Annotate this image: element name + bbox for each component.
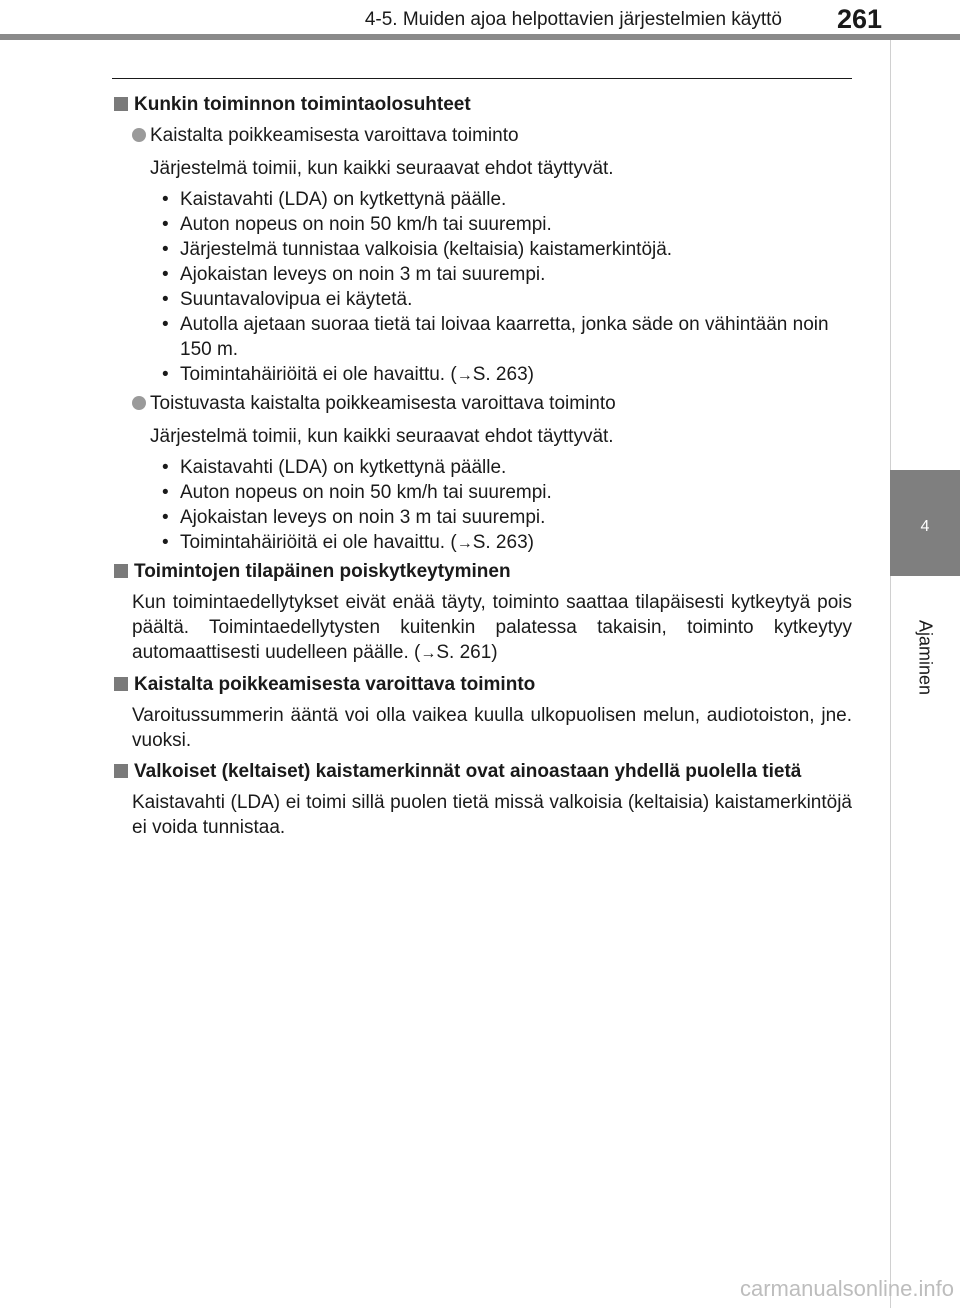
arrow-right-icon: → (456, 535, 473, 552)
section-heading: Kunkin toiminnon toimintaolosuhteet (112, 92, 852, 117)
header-rule (0, 34, 960, 40)
list-item: • Toimintahäiriöitä ei ole havaittu. (→S. 263) (162, 530, 852, 556)
list-item: • Autolla ajetaan suoraa tietä tai loivaa kaarretta, jonka säde on vähintään noin 150 m. (162, 312, 852, 362)
sidebar-rule (890, 40, 891, 1308)
circle-bullet-icon (132, 396, 146, 410)
list-item: • Järjestelmä tunnistaa valkoisia (keltaisia) kaistamerkintöjä. (162, 237, 852, 262)
arrow-right-icon: → (420, 645, 437, 662)
paragraph: Varoitussummerin ääntä voi olla vaikea kuulla ulkopuolisen melun, audiotoiston, jne. vuoksi. (132, 705, 852, 751)
square-bullet-icon (114, 564, 128, 578)
circle-bullet-icon (132, 128, 146, 142)
page-content (112, 78, 852, 840)
subsection-heading: Toistuvasta kaistalta poikkeamisesta varoittava toiminto (112, 391, 852, 416)
arrow-right-icon: → (456, 367, 473, 384)
header-section-title: 4-5. Muiden ajoa helpottavien järjestelmien käyttö (364, 9, 782, 30)
paragraph: Järjestelmä toimii, kun kaikki seuraavat ehdot täyttyvät. (150, 158, 614, 179)
list-item: • Auton nopeus on noin 50 km/h tai suurempi. (162, 212, 852, 237)
paragraph: Kun toimintaedellytykset eivät enää täyty, toiminto saattaa tilapäisesti kytkeytyä pois päältä. Toimintaedellytysten kuitenkin palatessa takaisin, toiminto kytkeytyy automaattisesti uudelleen päälle. (→S. 261) (132, 592, 852, 663)
list-item: • Ajokaistan leveys on noin 3 m tai suurempi. (162, 505, 852, 530)
list-item: • Toimintahäiriöitä ei ole havaittu. (→S. 263) (162, 362, 852, 388)
page-reference-link[interactable]: S. 263) (472, 532, 534, 553)
list-item: • Kaistavahti (LDA) on kytkettynä päälle. (162, 187, 852, 212)
conditions-list (112, 187, 852, 388)
page-reference-link[interactable]: S. 263) (472, 364, 534, 385)
subsection-heading: Kaistalta poikkeamisesta varoittava toiminto (112, 123, 852, 148)
watermark: carmanualsonline.info (739, 1276, 954, 1301)
square-bullet-icon (114, 764, 128, 778)
chapter-number: 4 (920, 518, 930, 535)
section-heading: Valkoiset (keltaiset) kaistamerkinnät ovat ainoastaan yhdellä puolella tietä (112, 759, 852, 784)
paragraph: Järjestelmä toimii, kun kaikki seuraavat ehdot täyttyvät. (150, 426, 614, 447)
list-item: • Suuntavalovipua ei käytetä. (162, 287, 852, 312)
conditions-list (112, 455, 852, 556)
paragraph: Kaistavahti (LDA) ei toimi sillä puolen tietä missä valkoisia (keltaisia) kaistamerkintöjä ei voida tunnistaa. (132, 792, 852, 838)
square-bullet-icon (114, 677, 128, 691)
list-item: • Ajokaistan leveys on noin 3 m tai suurempi. (162, 262, 852, 287)
section-heading: Toimintojen tilapäinen poiskytkeytyminen (112, 559, 852, 584)
section-heading: Kaistalta poikkeamisesta varoittava toiminto (112, 672, 852, 697)
page-reference-link[interactable]: S. 261) (436, 642, 498, 663)
square-bullet-icon (114, 97, 128, 111)
chapter-title: Ajaminen (915, 620, 936, 696)
list-item: • Kaistavahti (LDA) on kytkettynä päälle. (162, 455, 852, 480)
list-item: • Auton nopeus on noin 50 km/h tai suurempi. (162, 480, 852, 505)
page-number: 261 (836, 4, 882, 34)
